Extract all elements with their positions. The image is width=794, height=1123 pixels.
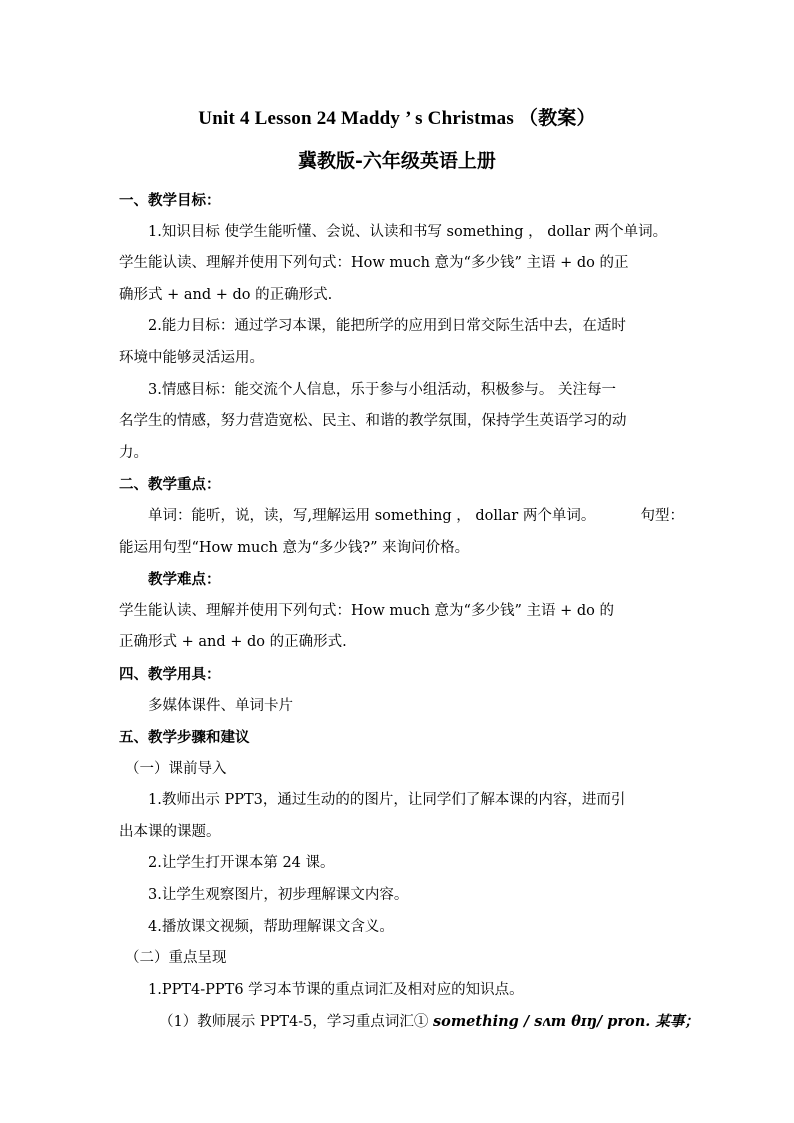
subsection-heading: （一）课前导入 bbox=[125, 760, 227, 777]
paragraph-line: 3.情感目标：能交流个人信息，乐于参与小组活动，积极参与。 关注每一 bbox=[148, 381, 616, 398]
vocabulary-entry: something / sʌm θɪŋ/ pron. 某事； bbox=[432, 1013, 699, 1031]
subsection-heading: （二）重点呈现 bbox=[125, 950, 227, 967]
document-body bbox=[119, 185, 699, 1038]
section-heading-key-points: 二、教学重点： bbox=[119, 476, 221, 494]
paragraph-line bbox=[119, 1006, 699, 1038]
paragraph-line: 能运用句型“How much 意为“多少钱?” 来询问价格。 bbox=[119, 539, 470, 556]
key-words-text: 单词：能听，说，读，写,理解运用 something ， dollar 两个单词。 bbox=[148, 507, 596, 524]
paragraph-line bbox=[119, 501, 684, 533]
section-heading-difficulties: 教学难点： bbox=[148, 571, 221, 589]
paragraph-line: 名学生的情感，努力营造宽松、民主、和谐的教学氛围，保持学生英语学习的动 bbox=[119, 413, 627, 430]
paragraph-line: 3.让学生观察图片，初步理解课文内容。 bbox=[148, 887, 409, 904]
section-heading-objectives: 一、教学目标： bbox=[119, 192, 221, 209]
sentence-pattern-label: 句型： bbox=[640, 507, 684, 524]
paragraph-line: 学生能认读、理解并使用下列句式：How much 意为“多少钱” 主语 + do 的正 bbox=[119, 255, 629, 272]
paragraph-line: 2.能力目标：通过学习本课，能把所学的应用到日常交际生活中去，在适时 bbox=[148, 318, 626, 335]
paragraph-line: 出本课的课题。 bbox=[119, 823, 221, 840]
section-heading-tools: 四、教学用具： bbox=[119, 665, 221, 683]
paragraph-line: 1.PPT4-PPT6 学习本节课的重点词汇及相对应的知识点。 bbox=[148, 981, 524, 998]
document-title: Unit 4 Lesson 24 Maddy ’ s Christmas （教案） bbox=[198, 108, 596, 129]
paragraph-line: 确形式 + and + do 的正确形式. bbox=[119, 286, 333, 303]
paragraph-line: 1.知识目标 使学生能听懂、会说、认读和书写 something ， dollar 两个单词。 bbox=[148, 223, 668, 240]
section-heading-steps: 五、教学步骤和建议 bbox=[119, 729, 250, 747]
paragraph-line: 学生能认读、理解并使用下列句式：How much 意为“多少钱” 主语 + do 的 bbox=[119, 602, 614, 619]
step-text: （1）教师展示 PPT4-5，学习重点词汇① bbox=[159, 1014, 429, 1031]
paragraph-line: 正确形式 + and + do 的正确形式. bbox=[119, 634, 347, 651]
paragraph-line: 多媒体课件、单词卡片 bbox=[148, 697, 293, 714]
paragraph-line: 力。 bbox=[119, 444, 148, 461]
paragraph-line: 环境中能够灵活运用。 bbox=[119, 349, 264, 366]
paragraph-line: 1.教师出示 PPT3，通过生动的的图片，让同学们了解本课的内容，进而引 bbox=[148, 792, 626, 809]
document-subtitle: 冀教版-六年级英语上册 bbox=[298, 150, 496, 172]
paragraph-line: 4.播放课文视频，帮助理解课文含义。 bbox=[148, 918, 394, 935]
paragraph-line: 2.让学生打开课本第 24 课。 bbox=[148, 855, 335, 872]
